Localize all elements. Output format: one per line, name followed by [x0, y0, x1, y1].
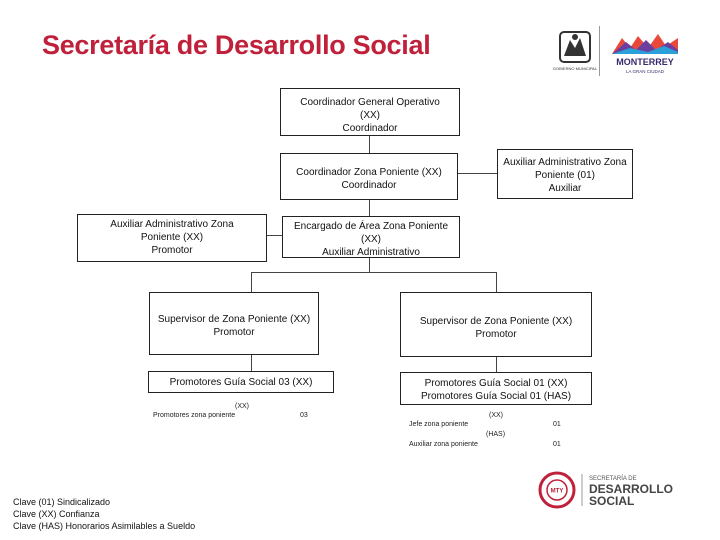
connector-general-down — [369, 136, 370, 153]
monterrey-logo — [608, 28, 682, 76]
box-auxiliar-admin-01 — [497, 149, 633, 199]
connector-promotores-left-down — [251, 355, 252, 371]
promotores-right-row2-value: 01 — [553, 441, 561, 448]
promotores-right-code2: (HAS) — [486, 431, 506, 438]
box-auxiliar-admin-xx — [77, 214, 267, 262]
promotores-right-row1-value: 01 — [553, 421, 561, 428]
sds-big-text2: SOCIAL — [589, 494, 635, 508]
connector-supervisor-left-down — [251, 272, 252, 292]
promotores-right-code1: (XX) — [489, 412, 503, 419]
aux-admin-xx-line1: Auxiliar Administrativo Zona — [110, 219, 234, 230]
promotores-right-row2-label: Auxiliar zona poniente — [409, 441, 478, 448]
promotores-right-title2: Promotores Guía Social 01 (HAS) — [420, 391, 572, 402]
promotores-right-row1-label: Jefe zona poniente — [409, 421, 469, 428]
coordinador-zona-line1: Coordinador Zona Poniente (XX) — [296, 167, 442, 178]
connector-auxxx-horizontal — [267, 235, 282, 236]
connector-zona-down — [369, 200, 370, 216]
promotores-left-row-label: Promotores zona poniente — [153, 412, 236, 419]
box-encargado-area — [282, 216, 460, 258]
box-supervisor-left — [149, 292, 319, 355]
monterrey-tagline: LA GRAN CIUDAD — [625, 69, 665, 74]
supervisor-left-line2: Promotor — [213, 327, 255, 338]
aux-admin-01-line1: Auxiliar Administrativo Zona — [503, 157, 627, 168]
page-title: Secretaría de Desarrollo Social — [42, 30, 431, 60]
encargado-area-line2: (XX) — [361, 234, 381, 245]
desarrollo-social-logo — [537, 470, 707, 510]
promotores-left-code: (XX) — [235, 403, 249, 410]
aux-admin-01-line3: Auxiliar — [548, 183, 582, 194]
coordinador-general-line2: (XX) — [360, 110, 380, 121]
coordinador-zona-line2: Coordinador — [341, 180, 397, 191]
legend — [13, 496, 195, 532]
supervisor-right-line2: Promotor — [475, 329, 517, 340]
connector-supervisor-right-down — [496, 272, 497, 292]
legend-line1: Clave (01) Sindicalizado — [13, 497, 111, 507]
monterrey-wordmark: MONTERREY — [616, 57, 674, 67]
sds-badge-text: MTY — [550, 488, 564, 495]
municipal-seal-icon — [552, 28, 598, 74]
encargado-area-line1: Encargado de Área Zona Poniente — [294, 221, 448, 232]
supervisor-left-line1: Supervisor de Zona Poniente (XX) — [157, 314, 311, 325]
promotores-left-row-value: 03 — [300, 412, 308, 419]
box-coordinador-general — [280, 88, 460, 136]
connector-promotores-right-down — [496, 357, 497, 372]
promotores-left-title: Promotores Guía Social 03 (XX) — [169, 377, 313, 388]
coordinador-general-line1: Coordinador General Operativo — [300, 97, 440, 108]
supervisor-right-line1: Supervisor de Zona Poniente (XX) — [419, 316, 573, 327]
box-coordinador-zona — [280, 153, 458, 200]
aux-admin-xx-line3: Promotor — [151, 245, 193, 256]
legend-line2: Clave (XX) Confianza — [13, 509, 100, 519]
box-supervisor-right — [400, 292, 592, 357]
legend-line3: Clave (HAS) Honorarios Asimilables a Sueldo — [13, 521, 196, 531]
sds-big-text1: DESARROLLO — [589, 482, 673, 496]
connector-supervisors-bar — [251, 272, 496, 273]
logo-divider — [599, 26, 600, 76]
encargado-area-line3: Auxiliar Administrativo — [322, 247, 420, 258]
connector-encargado-down — [369, 258, 370, 272]
aux-admin-xx-line2: Poniente (XX) — [140, 232, 204, 243]
seal-caption: GOBIERNO MUNICIPAL — [552, 66, 598, 71]
sds-small-text: SECRETARÍA DE — [589, 476, 637, 482]
box-promotores-right — [400, 372, 592, 405]
coordinador-general-line3: Coordinador — [342, 123, 398, 134]
promotores-right-title1: Promotores Guía Social 01 (XX) — [424, 378, 568, 389]
box-promotores-left — [148, 371, 334, 393]
aux-admin-01-line2: Poniente (01) — [534, 170, 596, 181]
